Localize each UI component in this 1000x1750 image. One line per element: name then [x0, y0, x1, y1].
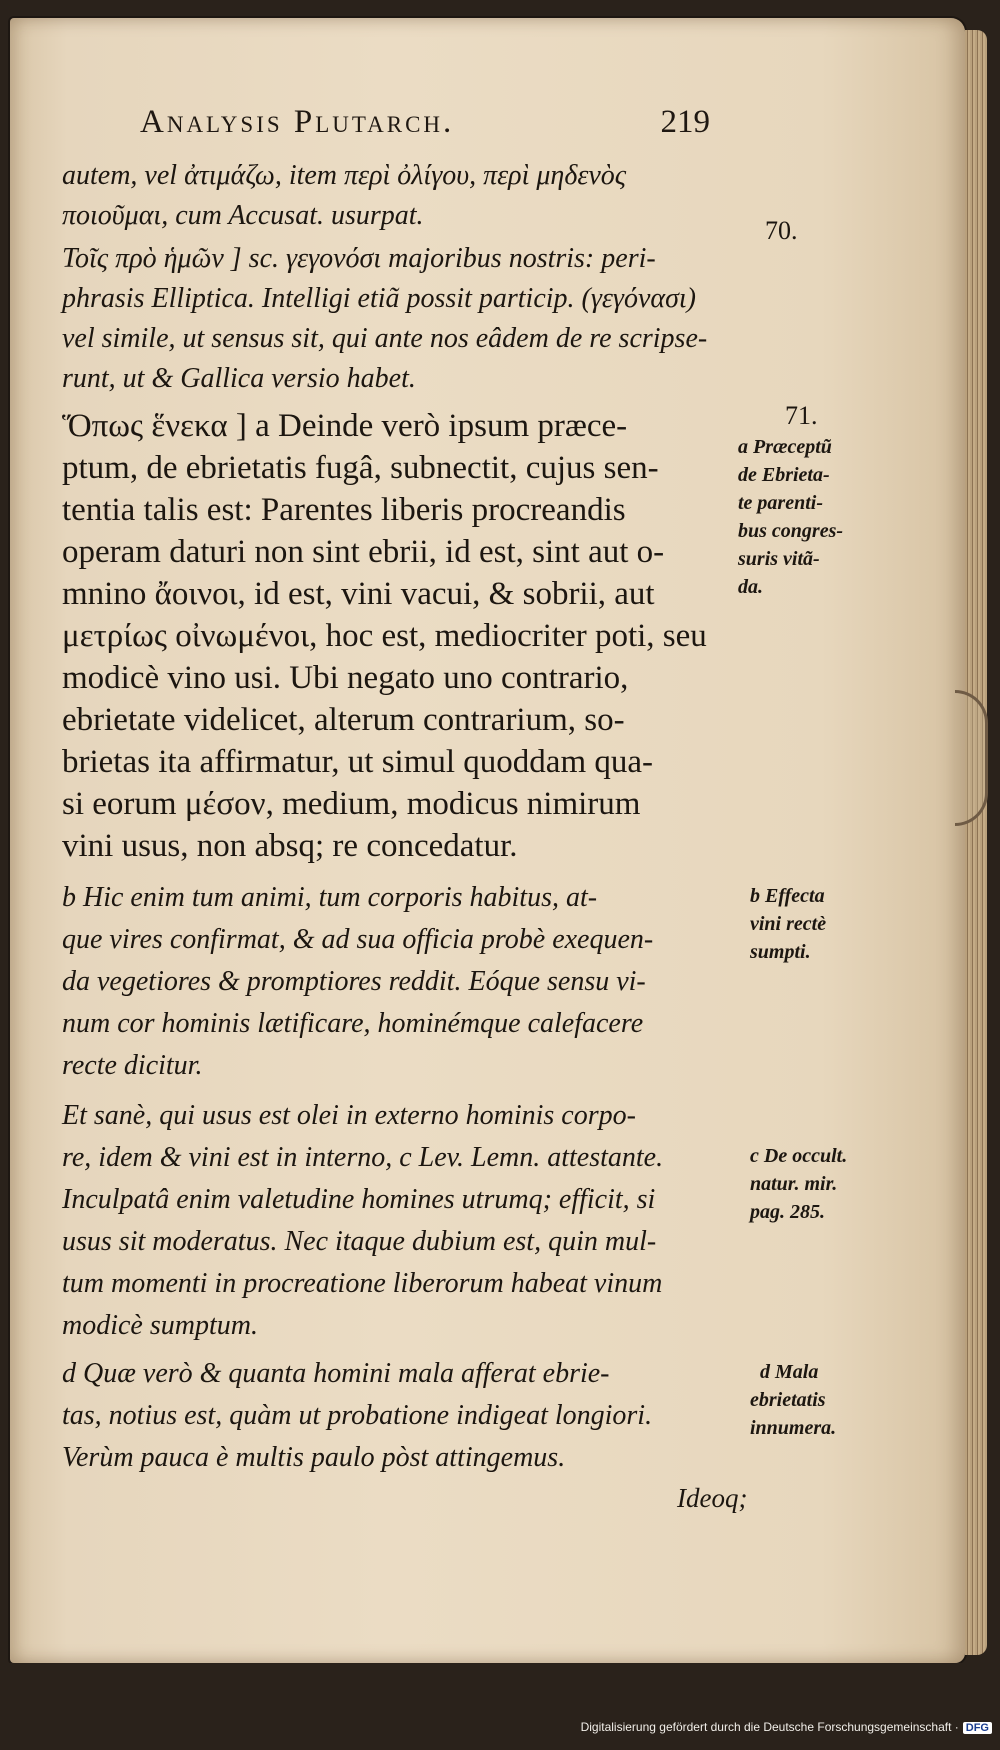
- text-line: modicè sumptum.: [62, 1310, 258, 1341]
- credit-text: Digitalisierung gefördert durch die Deutsche Forschungsgemeinschaft ·: [580, 1720, 959, 1734]
- margin-note-a-line: suris vitã-: [738, 548, 820, 570]
- page-fore-edge: [965, 30, 987, 1655]
- margin-note-d-line: ebrietatis: [750, 1389, 826, 1411]
- running-header: [140, 104, 710, 148]
- text-line: modicè vino usi. Ubi negato uno contrario,: [62, 660, 629, 696]
- text-line: Τοῖς πρὸ ἡμῶν ] sc. γεγονόσι majoribus nostris: peri-: [62, 243, 656, 274]
- margin-note-a-line: te parenti-: [738, 492, 823, 514]
- text-line: num cor hominis lætificare, hominémque calefacere: [62, 1008, 644, 1039]
- text-line: tas, notius est, quàm ut probatione indigeat longiori.: [62, 1400, 653, 1431]
- text-line: b Hic enim tum animi, tum corporis habitus, at-: [62, 882, 598, 913]
- margin-note-a-line: da.: [738, 576, 763, 598]
- text-line: si eorum μέσον, medium, modicus nimirum: [62, 786, 641, 822]
- text-line: Verùm pauca è multis paulo pòst attingemus.: [62, 1442, 566, 1473]
- catchword: Ideoq;: [677, 1483, 748, 1513]
- text-line: da vegetiores & promptiores reddit. Eóque sensu vi-: [62, 966, 646, 997]
- margin-note-b-line: b Effecta: [750, 885, 825, 907]
- text-line: brietas ita affirmatur, ut simul quoddam qua-: [62, 744, 654, 780]
- margin-note-c-line: natur. mir.: [750, 1173, 838, 1195]
- margin-note-c-line: pag. 285.: [750, 1201, 825, 1223]
- margin-note-b-line: sumpti.: [750, 941, 811, 963]
- margin-note-a-line: a Præceptũ: [738, 436, 832, 458]
- text-line: ptum, de ebrietatis fugâ, subnectit, cujus sen-: [62, 450, 659, 486]
- text-line: Et sanè, qui usus est olei in externo hominis corpo-: [62, 1100, 636, 1131]
- text-line: recte dicitur.: [62, 1050, 203, 1081]
- text-line: tentia talis est: Parentes liberis procreandis: [62, 492, 626, 528]
- text-line: runt, ut & Gallica versio habet.: [62, 363, 416, 394]
- text-line: vini usus, non absq; re concedatur.: [62, 828, 518, 864]
- margin-note-c-line: c De occult.: [750, 1145, 848, 1167]
- text-line: ebrietate videlicet, alterum contrarium, so-: [62, 702, 625, 738]
- text-line: mnino ἄοινοι, id est, vini vacui, & sobrii, aut: [62, 576, 655, 612]
- text-line: Ὅπως ἕνεκα ] a Deinde verò ipsum præce-: [62, 408, 628, 444]
- page-number: 219: [660, 104, 710, 140]
- digitization-credit: [581, 1720, 992, 1734]
- margin-note-d-line: d Mala: [760, 1361, 819, 1383]
- book-clasp: [955, 690, 988, 826]
- text-line: re, idem & vini est in interno, c Lev. Lemn. attestante.: [62, 1142, 664, 1173]
- text-line: autem, vel ἀτιμάζω, item περὶ ὀλίγου, περὶ μηδενὸς: [62, 160, 627, 191]
- margin-number: 70.: [765, 216, 798, 245]
- text-line: d Quæ verò & quanta homini mala afferat ebrie-: [62, 1358, 610, 1389]
- text-line: ποιοῦμαι, cum Accusat. usurpat.: [62, 200, 424, 231]
- text-line: phrasis Elliptica. Intelligi etiã possit particip. (γεγόνασι): [62, 283, 697, 314]
- text-line: Inculpatâ enim valetudine homines utrumq; efficit, si: [62, 1184, 656, 1215]
- margin-note-d-line: innumera.: [750, 1417, 837, 1439]
- margin-note-b-line: vini rectè: [750, 913, 827, 935]
- running-title: Analysis Plutarch.: [140, 104, 455, 140]
- scan-background: [0, 1663, 1000, 1750]
- margin-note-a-line: de Ebrieta-: [738, 464, 830, 486]
- text-line: operam daturi non sint ebrii, id est, sint aut o-: [62, 534, 665, 570]
- margin-note-a-line: bus congres-: [738, 520, 844, 542]
- text-line: usus sit moderatus. Nec itaque dubium est, quin mul-: [62, 1226, 657, 1257]
- book-page: [10, 18, 965, 1663]
- text-line: que vires confirmat, & ad sua officia probè exequen-: [62, 924, 654, 955]
- text-line: μετρίως οἰνωμένοι, hoc est, mediocriter poti, seu: [62, 618, 707, 654]
- text-line: vel simile, ut sensus sit, qui ante nos eâdem de re scripse-: [62, 323, 708, 354]
- dfg-logo: DFG: [963, 1722, 992, 1734]
- margin-number: 71.: [785, 401, 818, 430]
- text-line: tum momenti in procreatione liberorum habeat vinum: [62, 1268, 663, 1299]
